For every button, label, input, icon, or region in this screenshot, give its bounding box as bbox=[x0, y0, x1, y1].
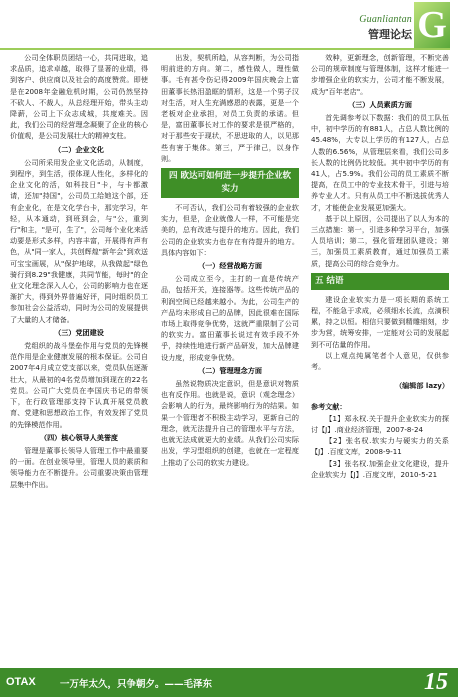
page-number: 15 bbox=[424, 669, 448, 695]
author-credit: （编辑部 lazy） bbox=[395, 381, 449, 391]
paragraph: 公司成立至今，主打的一直是传统产品，包括开关，连接器等。这些传统产品的利润空间已经越来越小。为此，公司生产的产品均未形成自己的品牌，因此很难在国际市场上取得竞争优势，这就严重限制了公司的软实力。富田董事长说过有效手段不外乎，持续性地进行新产品研发，加大品牌建设力度，形成竞争优势。 bbox=[161, 274, 299, 362]
subheading-staff-quality: （三）人员素质方面 bbox=[348, 99, 412, 109]
paragraph: 虽然说物质决定意识，但是意识对物质也有反作用。也就是说，意识（观念理念）会影响人的行为，最终影响行为的结果。如果一个管理者不积极主动学习，更新自己的理念，就无法提升自己的管理水平与方法，也就无法成就更大的业绩。从我们公司实际出发，学习型组织的创建，也就在一定程度上推动了公司的软实力建设。 bbox=[161, 379, 299, 467]
paragraph: 管理是董事长领导人管理工作中最重要的一面。在创业领导里，管理人员的素质和领导能力在不断提升。公司重要决策由管理层集中作出。 bbox=[10, 445, 148, 489]
header-letter-logo: G bbox=[414, 2, 450, 48]
column-1 bbox=[10, 52, 148, 490]
section-heading-4: 四 欧达可如何进一步提升企业软实力 bbox=[161, 168, 299, 198]
paragraph: 首先调参考以下数据：我们的员工队伍中，初中学历的有881人，占总人数比例的45.48%，大专以上学历的有127人，占总人数的6.56%，从管理层来看，我们公司多长人数的比例仍比较低。其中初中学历的有41人，占5.9%。我们公司的员工素质不断提高，在员工中的专业技术骨干，引进与培养专业人才。只有从员工中不断选拔优秀人才，才能使企业发展更加强大。 bbox=[311, 113, 449, 212]
subheading-strategy: （一）经营战略方面 bbox=[198, 261, 262, 271]
page-footer bbox=[0, 668, 458, 697]
paragraph: 效种，更新理念，创新管理，不断完善公司的规章制度与管理体制，这样才能进一步增强企业的软实力，公司才能不断发展，成为"百年老店"。 bbox=[311, 53, 449, 96]
reference-item: 【3】张名权.加强企业文化建设，提升企业软实力【J】.百度文库，2010-5-21 bbox=[311, 458, 449, 479]
paragraph: 以上观点纯属笔者个人意见，仅供参考。 bbox=[311, 350, 449, 372]
paragraph: 党组织的战斗堡垒作用与党员的先锋模范作用是企业健康发展的根本保证。公司自2007年4月成立党支部以来，党员队伍逐渐壮大，从最初的4名党员增加到现在的22名党员。公司广大党员在李国庆书记的带领下，在行政管理部支持下认真开展党员教育、党建和思想政治工作，有效发挥了党员的先锋模范作用。 bbox=[10, 341, 148, 429]
subheading-leader-reputation: （四）核心领导人美誉度 bbox=[39, 432, 119, 442]
header-guanliantan: Guanliantan bbox=[359, 14, 412, 25]
footer-slogan: 一万年太久，只争朝夕。——毛泽东 bbox=[60, 679, 213, 690]
paragraph: 不可否认，我们公司有着较强的企业软实力，但是，企业就像人一样，不可能是完美的，总有改进与提升的地方。因此，我们公司的企业软实力也存在有待提升的地方。具体内容如下： bbox=[161, 203, 299, 257]
paragraph: 公司所采用发企业文化活动，从制度，到程序，到生活，很体现人性化，多样化的企业文化的活，如科技日"卡，与卡都激请，还加"持国"，公司员工给她这个部，还有企业化，在是文化学台卡，那完学习，年轻，从本通动，到班到会，与"公，重到行"和主，"是可，生了"，公司每个业化来活动要是形式多样，内容丰富，开展得有声有色，从"同一家人，共创辉煌"新年会"到欢送可宝宝画展，从"保护地球，从我做起"绿色骑行到8.29"我健康，共同节能，每时"的企业文化理念深入人心，公司的影响力也在逐渐扩大，得到外界普遍好评，同时组织员工参加社会公益活动，同时为公司的发展提供了大量的人才储备。 bbox=[10, 157, 148, 324]
subheading-party-building: （三）党团建设 bbox=[54, 327, 104, 337]
paragraph: 建设企业软实力是一项长期的系统工程，不能急于求成，必须细水长流，点滴积累，持之以恒。相信只要做到精雕细刻，步步为营，统筹安排，一定能对公司的发展起到不可估量的作用。 bbox=[311, 294, 449, 349]
footer-brand-logo: OTAX bbox=[6, 676, 36, 688]
header-section-title: 管理论坛 bbox=[368, 28, 412, 41]
paragraph: 基于以上原因，公司提出了以人为本的三点措施：第一，引进多种学习平台，加强人员培训；第二，强化管理团队建设；第三，加强员工素质教育，通过加强员工素质，提高公司的综合竞争力。 bbox=[311, 213, 449, 268]
column-3 bbox=[311, 52, 449, 480]
page-header bbox=[0, 0, 458, 52]
paragraph: 公司全体职员团结一心，共同进取，追求品质，追求卓越，取得了显著的业绩，得到客户、供应商以及社会的高度赞赏。即使是在2008年金融危机时期，公司仍然坚持不砍人、不裁人，从总经理开始，带头主动降薪，公司上下众志成城，共度难关。因此，我们公司的经营理念凝聚了企业的核心价值观，是公司发展壮大的精神支柱。 bbox=[10, 53, 148, 141]
reference-item: 【2】张名权.软实力与硬实力的关系【J】.百度文库，2008-9-11 bbox=[311, 436, 449, 457]
subheading-corporate-culture: （二）企业文化 bbox=[54, 144, 104, 154]
reference-item: 【1】郑永权.关于提升企业软实力的探讨【J】.商业经济管理，2007-8-24 bbox=[311, 413, 449, 434]
paragraph: 出发，契机所趋，从容判断，为公司指明前进的方向。第二，感性做人，理性做事。毛有甚令伤记得2009年国庆晚会上富田董事长热泪盈眶的情形，这是一个男子汉对生活，对人生充满感恩的表露，更是一个老板对企业承担，对员工负责的承诺。但是，富田董事长对工作的要求是很严格的，对于那些安于现状，不思进取的人，以见那些有害于集体。第三，严于律己，以身作则。 bbox=[161, 53, 299, 163]
references-title: 参考文献： bbox=[311, 402, 347, 412]
subheading-management-concept: （二）管理理念方面 bbox=[198, 365, 262, 375]
header-divider bbox=[0, 48, 450, 50]
column-2 bbox=[161, 52, 299, 468]
section-heading-5: 五 结语 bbox=[311, 273, 449, 290]
